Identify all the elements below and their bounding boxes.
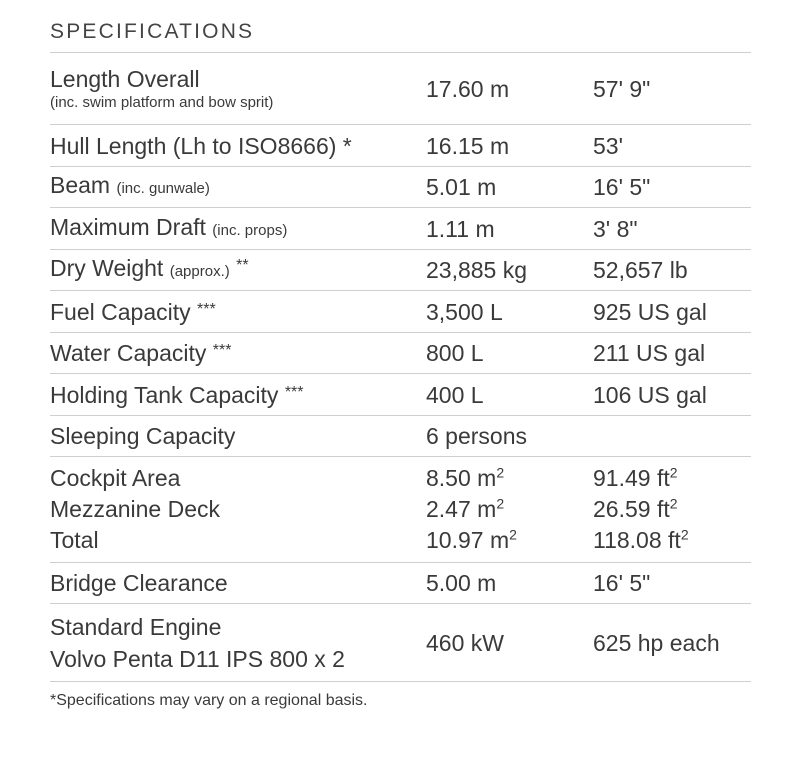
spec-metric-value: 460 kW — [426, 629, 504, 656]
spec-row-beam — [50, 167, 751, 208]
superscript-2: 2 — [496, 464, 505, 481]
spec-imperial-value: 91.49 ft — [593, 465, 670, 491]
spec-imperial-value: 16' 5" — [593, 174, 651, 200]
spec-label-total: Total — [50, 527, 99, 553]
spec-label: Holding Tank Capacity — [50, 381, 279, 408]
superscript-2: 2 — [669, 495, 678, 512]
spec-label-note: (approx.) — [169, 263, 230, 280]
spec-metric-value: 400 L — [426, 381, 484, 408]
superscript-2: 2 — [680, 526, 689, 543]
spec-imperial-value: 106 US gal — [593, 381, 707, 408]
spec-label-note: (inc. swim platform and bow sprit) — [50, 93, 274, 111]
spec-metric-value: 8.50 m — [426, 465, 497, 491]
spec-imperial-value: 53' — [593, 132, 623, 159]
spec-metric-value: 5.01 m — [426, 174, 497, 200]
spec-row-fuel-capacity — [50, 291, 751, 333]
spec-metric-value: 23,885 kg — [426, 257, 528, 283]
spec-row-standard-engine — [50, 604, 751, 682]
spec-imperial-value: 3' 8" — [593, 215, 638, 242]
spec-label: Sleeping Capacity — [50, 423, 236, 449]
footnote-marker: *** — [284, 383, 304, 401]
spec-row-length-overall — [50, 53, 751, 125]
spec-metric-value: 17.60 m — [426, 75, 510, 102]
spec-imperial-value: 26.59 ft — [593, 496, 670, 522]
spec-metric-value: 10.97 m — [426, 527, 510, 553]
footnote-marker: *** — [212, 342, 232, 359]
spec-metric-value: 16.15 m — [426, 132, 510, 159]
spec-row-hull-length — [50, 125, 751, 167]
spec-imperial-value: 16' 5" — [593, 570, 651, 596]
spec-label: Maximum Draft — [50, 213, 206, 240]
spec-imperial-value: 211 US gal — [593, 340, 706, 366]
spec-metric-value: 1.11 m — [426, 215, 495, 242]
spec-label: Hull Length (Lh to ISO8666) * — [50, 132, 352, 159]
spec-label: Standard Engine — [50, 613, 222, 640]
specifications-heading: SPECIFICATIONS — [50, 14, 751, 53]
superscript-2: 2 — [496, 495, 505, 512]
superscript-2: 2 — [669, 464, 678, 481]
spec-label-engine-model: Volvo Penta D11 IPS 800 x 2 — [50, 645, 345, 672]
spec-row-areas — [50, 457, 751, 563]
spec-row-holding-tank-capacity — [50, 374, 751, 416]
spec-imperial-value: 925 US gal — [593, 298, 707, 325]
spec-label: Bridge Clearance — [50, 570, 228, 596]
spec-label-note: (inc. props) — [212, 221, 288, 239]
spec-imperial-value: 52,657 lb — [593, 257, 688, 283]
superscript-2: 2 — [509, 526, 517, 543]
spec-imperial-value: 625 hp each — [593, 629, 720, 656]
spec-row-maximum-draft — [50, 208, 751, 250]
spec-row-bridge-clearance — [50, 563, 751, 604]
spec-imperial-value: 57' 9" — [593, 75, 651, 102]
spec-row-dry-weight — [50, 250, 751, 291]
spec-row-sleeping-capacity — [50, 416, 751, 457]
specifications-table — [50, 14, 751, 712]
spec-row-water-capacity — [50, 333, 751, 374]
spec-label: Length Overall — [50, 65, 200, 92]
spec-metric-value: 800 L — [426, 340, 484, 366]
spec-label: Water Capacity — [50, 340, 207, 366]
spec-metric-value: 3,500 L — [426, 298, 503, 325]
spec-label: Fuel Capacity — [50, 298, 191, 325]
spec-label: Dry Weight — [50, 255, 164, 281]
footnote: *Specifications may vary on a regional basis. — [50, 692, 368, 709]
spec-label-cockpit-area: Cockpit Area — [50, 465, 181, 491]
spec-label-mezzanine-deck: Mezzanine Deck — [50, 496, 221, 522]
spec-label: Beam — [50, 172, 111, 198]
footnote-marker: *** — [197, 300, 216, 318]
spec-imperial-value: 118.08 ft — [593, 527, 681, 553]
footnote-marker: ** — [236, 257, 249, 274]
spec-metric-value: 5.00 m — [426, 570, 497, 596]
spec-metric-value: 6 persons — [426, 423, 528, 449]
spec-label-note: (inc. gunwale) — [116, 180, 210, 197]
spec-metric-value: 2.47 m — [426, 496, 497, 522]
